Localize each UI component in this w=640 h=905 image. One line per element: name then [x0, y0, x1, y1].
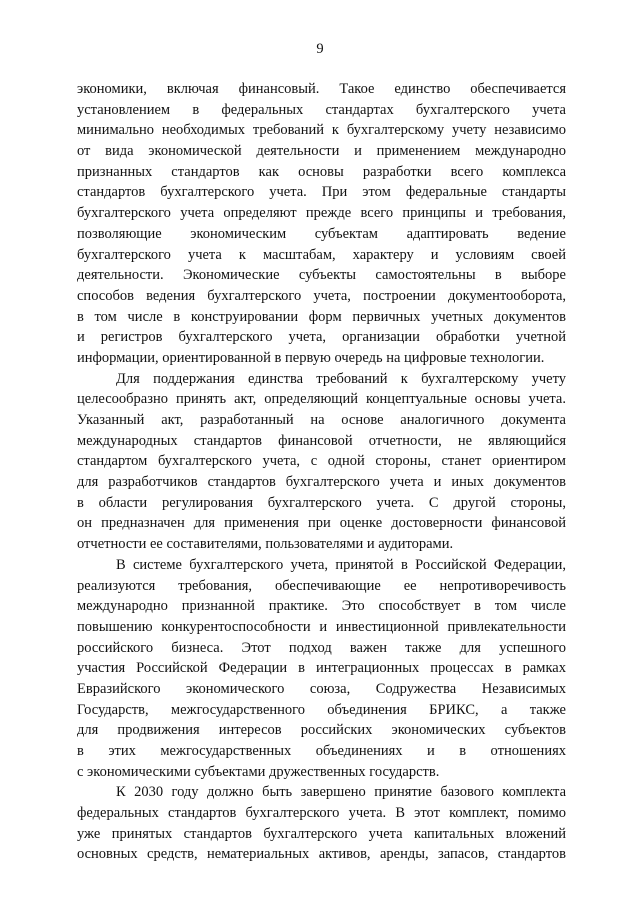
text-line: Государств, межгосударственного объединения БРИКС, а также [77, 701, 566, 718]
text-line: позволяющие экономическим субъектам адаптировать ведение [77, 225, 566, 242]
text-line: Указанный акт, разработанный на основе аналогичного документа [77, 412, 566, 428]
text-line: международно признанной практике. Это способствует в том числе [77, 598, 566, 615]
text-line: основных средств, нематериальных активов, аренды, запасов, стандартов [77, 846, 566, 863]
text-line: в этих межгосударственных объединениях и в отношениях [77, 743, 566, 759]
text-line: установлением в федеральных стандартах бухгалтерского учета [77, 101, 566, 118]
text-line: уже принятых стандартов бухгалтерского учета капитальных вложений [77, 825, 566, 842]
text-line: от вида экономической деятельности и применением международно [77, 143, 566, 160]
text-line: он предназначен для применения при оценке достоверности финансовой [77, 515, 566, 532]
text-line: бухгалтерского учета к масштабам, характеру и условиям своей [77, 246, 566, 263]
text-line: минимально необходимых требований к бухгалтерскому учету независимо [77, 122, 566, 139]
text-line: отчетности ее составителями, пользователями и аудиторами. [77, 536, 454, 553]
text-line: Евразийского экономического союза, Содружества Независимых [77, 680, 566, 697]
text-line: участия Российской Федерации в интеграционных процессах в рамках [77, 660, 566, 677]
page-number: 9 [316, 41, 324, 57]
text-line: В системе бухгалтерского учета, принятой в Российской Федерации, [116, 556, 566, 573]
text-line: стандартом бухгалтерского учета, с одной стороны, станет ориентиром [77, 453, 566, 470]
text-line: для продвижения интересов российских экономических субъектов [77, 722, 566, 739]
text-line: международных стандартов финансовой отчетности, не являющийся [77, 432, 566, 449]
text-line: российского бизнеса. Этот подход важен также для успешного [77, 639, 566, 656]
text-line: признанных стандартов как основы разработки всего комплекса [77, 163, 566, 180]
text-line: в том числе в конструировании форм первичных учетных документов [77, 308, 566, 325]
body-text [77, 79, 566, 865]
text-line: и регистров бухгалтерского учета, организации обработки учетной [77, 329, 566, 346]
text-line: с экономическими субъектами дружественных государств. [77, 763, 440, 780]
text-line: К 2030 году должно быть завершено принятие базового комплекта [116, 784, 566, 801]
text-line: реализуются требования, обеспечивающие ее непротиворечивость [77, 577, 566, 594]
text-line: для разработчиков стандартов бухгалтерского учета и иных документов [77, 474, 566, 491]
text-line: бухгалтерского учета определяют прежде всего принципы и требования, [77, 205, 566, 222]
text-line: федеральных стандартов бухгалтерского учета. В этот комплект, помимо [77, 805, 566, 822]
text-line: информации, ориентированной в первую очередь на цифровые технологии. [77, 349, 545, 366]
text-line: повышению конкурентоспособности и инвестиционной привлекательности [77, 618, 566, 635]
text-line: в области регулирования бухгалтерского учета. С другой стороны, [77, 494, 566, 511]
text-line: экономики, включая финансовый. Такое единство обеспечивается [77, 81, 566, 97]
text-line: способов ведения бухгалтерского учета, построении документооборота, [77, 287, 566, 304]
text-line: Для поддержания единства требований к бухгалтерскому учету [116, 370, 566, 387]
text-line: деятельности. Экономические субъекты самостоятельны в выборе [77, 267, 566, 284]
text-line: целесообразно принять акт, определяющий концептуальные основы учета. [77, 391, 566, 408]
text-line: стандартов бухгалтерского учета. При этом федеральные стандарты [77, 184, 566, 201]
